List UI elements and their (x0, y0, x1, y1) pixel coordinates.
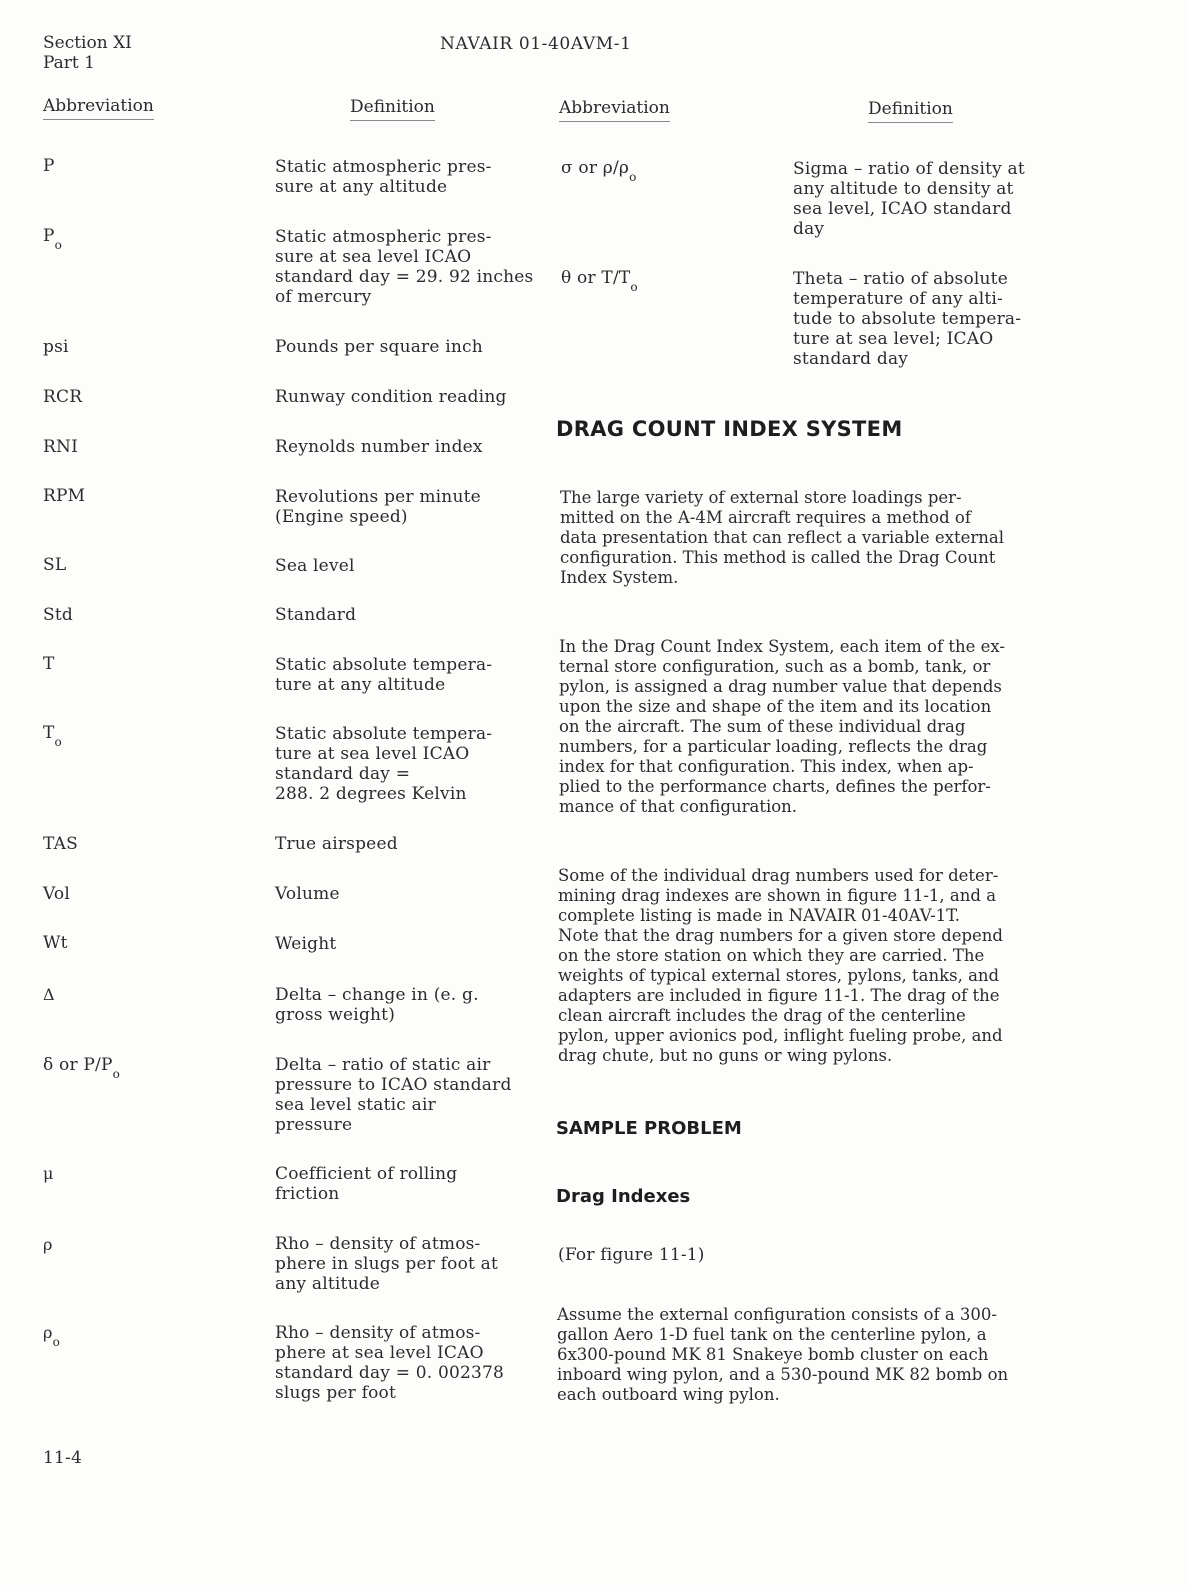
abbr-term: P (43, 156, 55, 176)
sample-paragraph: Assume the external configuration consists of a 300- gallon Aero 1-D fuel tank on the centerline pylon, a 6x300-pound MK 81 Snakeye bomb cluster on each inboard wing pylon, and a 530-pound MK 82 bomb on each outboard wing pylon. (557, 1305, 1009, 1404)
drag-section-title: DRAG COUNT INDEX SYSTEM (556, 417, 903, 441)
drag-paragraph: The large variety of external store loadings per- mitted on the A-4M aircraft requires a method of data presentation that can reflect a variable external configuration. This method is called the Drag Count Index System. (560, 488, 1005, 587)
abbr-term: μ (43, 1164, 54, 1183)
section-label: Section XI (43, 33, 132, 53)
abbr-definition: Sea level (275, 556, 355, 576)
abbr-definition: Coefficient of rolling friction (275, 1164, 458, 1204)
abbr-definition: Rho – density of atmos- phere at sea level ICAO standard day = 0. 002378 slugs per foot (275, 1323, 505, 1403)
abbreviation-heading-right: Abbreviation (559, 98, 670, 122)
abbr-definition: Delta – change in (e. g. gross weight) (275, 985, 479, 1025)
document-id: NAVAIR 01-40AVM-1 (440, 34, 632, 54)
sample-problem-title: SAMPLE PROBLEM (556, 1118, 742, 1139)
drag-indexes-subtitle: Drag Indexes (556, 1186, 691, 1207)
abbr-definition: Static atmospheric pres- sure at any altitude (275, 157, 492, 197)
abbr-term: RNI (43, 437, 78, 457)
abbr-term: $P_o$ (43, 226, 63, 252)
abbr-term: TAS (43, 834, 78, 854)
abbr-definition: Rho – density of atmos- phere in slugs per foot at any altitude (275, 1234, 499, 1294)
page-number: 11-4 (43, 1448, 82, 1468)
drag-paragraph: Some of the individual drag numbers used for deter- mining drag indexes are shown in figure 11-1, and a complete listing is made in NAVAIR 01-40AV-1T. Note that the drag numbers for a given store depend on the store station on which they are carried. The weights of typical external stores, pylons, tanks, and adapters are included in figure 11-1. The drag of the clean aircraft includes the drag of the centerline pylon, upper avionics pod, inflight fueling probe, and drag chute, but no guns or wing pylons. (558, 866, 1003, 1065)
abbr-definition: Static absolute tempera- ture at any altitude (275, 655, 493, 695)
abbr-term: $\rho_o$ (43, 1323, 61, 1349)
abbr-definition: Reynolds number index (275, 437, 483, 457)
abbr-term: δ or $P/P_o$ (43, 1055, 121, 1081)
definition-heading-right: Definition (868, 99, 953, 123)
abbr-term: Vol (43, 884, 70, 904)
abbr-definition: True airspeed (275, 834, 398, 854)
abbr-term: $T_o$ (43, 723, 62, 749)
abbr-term: Δ (43, 985, 55, 1004)
abbr-term: θ or $T/T_o$ (561, 268, 638, 294)
figure-reference: (For figure 11-1) (558, 1245, 705, 1265)
abbr-term: ρ (43, 1235, 53, 1254)
abbr-definition: Static absolute tempera- ture at sea level ICAO standard day = 288. 2 degrees Kelvin (275, 724, 493, 804)
abbr-definition: Volume (275, 884, 340, 904)
abbr-term: SL (43, 555, 67, 575)
abbr-definition: Delta – ratio of static air pressure to ICAO standard sea level static air pressure (275, 1055, 512, 1135)
abbr-definition: Static atmospheric pres- sure at sea level ICAO standard day = 29. 92 inches of mercury (275, 227, 534, 307)
abbreviation-heading-left: Abbreviation (43, 96, 154, 120)
abbr-term: RCR (43, 387, 83, 407)
abbr-term: RPM (43, 486, 86, 506)
abbr-definition: Weight (275, 934, 337, 954)
abbr-definition: Revolutions per minute (Engine speed) (275, 487, 481, 527)
abbr-term: T (43, 654, 55, 674)
abbr-term: Std (43, 605, 73, 625)
abbr-definition: Sigma – ratio of density at any altitude to density at sea level, ICAO standard day (793, 159, 1025, 239)
abbr-definition: Standard (275, 605, 357, 625)
abbr-term: σ or $\rho/\rho_o$ (561, 158, 637, 184)
drag-paragraph: In the Drag Count Index System, each item of the ex- ternal store configuration, such as a bomb, tank, or pylon, is assigned a drag number value that depends upon the size and shape of the item and its location on the aircraft. The sum of these individual drag numbers, for a particular loading, reflects the drag index for that configuration. This index, when ap- plied to the performance charts, defines the perfor- mance of that configuration. (559, 637, 1005, 816)
abbr-term: psi (43, 337, 69, 357)
abbr-definition: Theta – ratio of absolute temperature of any alti- tude to absolute tempera- ture at sea level; ICAO standard day (793, 269, 1022, 369)
definition-heading-left: Definition (350, 97, 435, 121)
abbr-definition: Runway condition reading (275, 387, 507, 407)
abbr-definition: Pounds per square inch (275, 337, 483, 357)
part-label: Part 1 (43, 53, 95, 73)
abbr-term: Wt (43, 933, 68, 953)
